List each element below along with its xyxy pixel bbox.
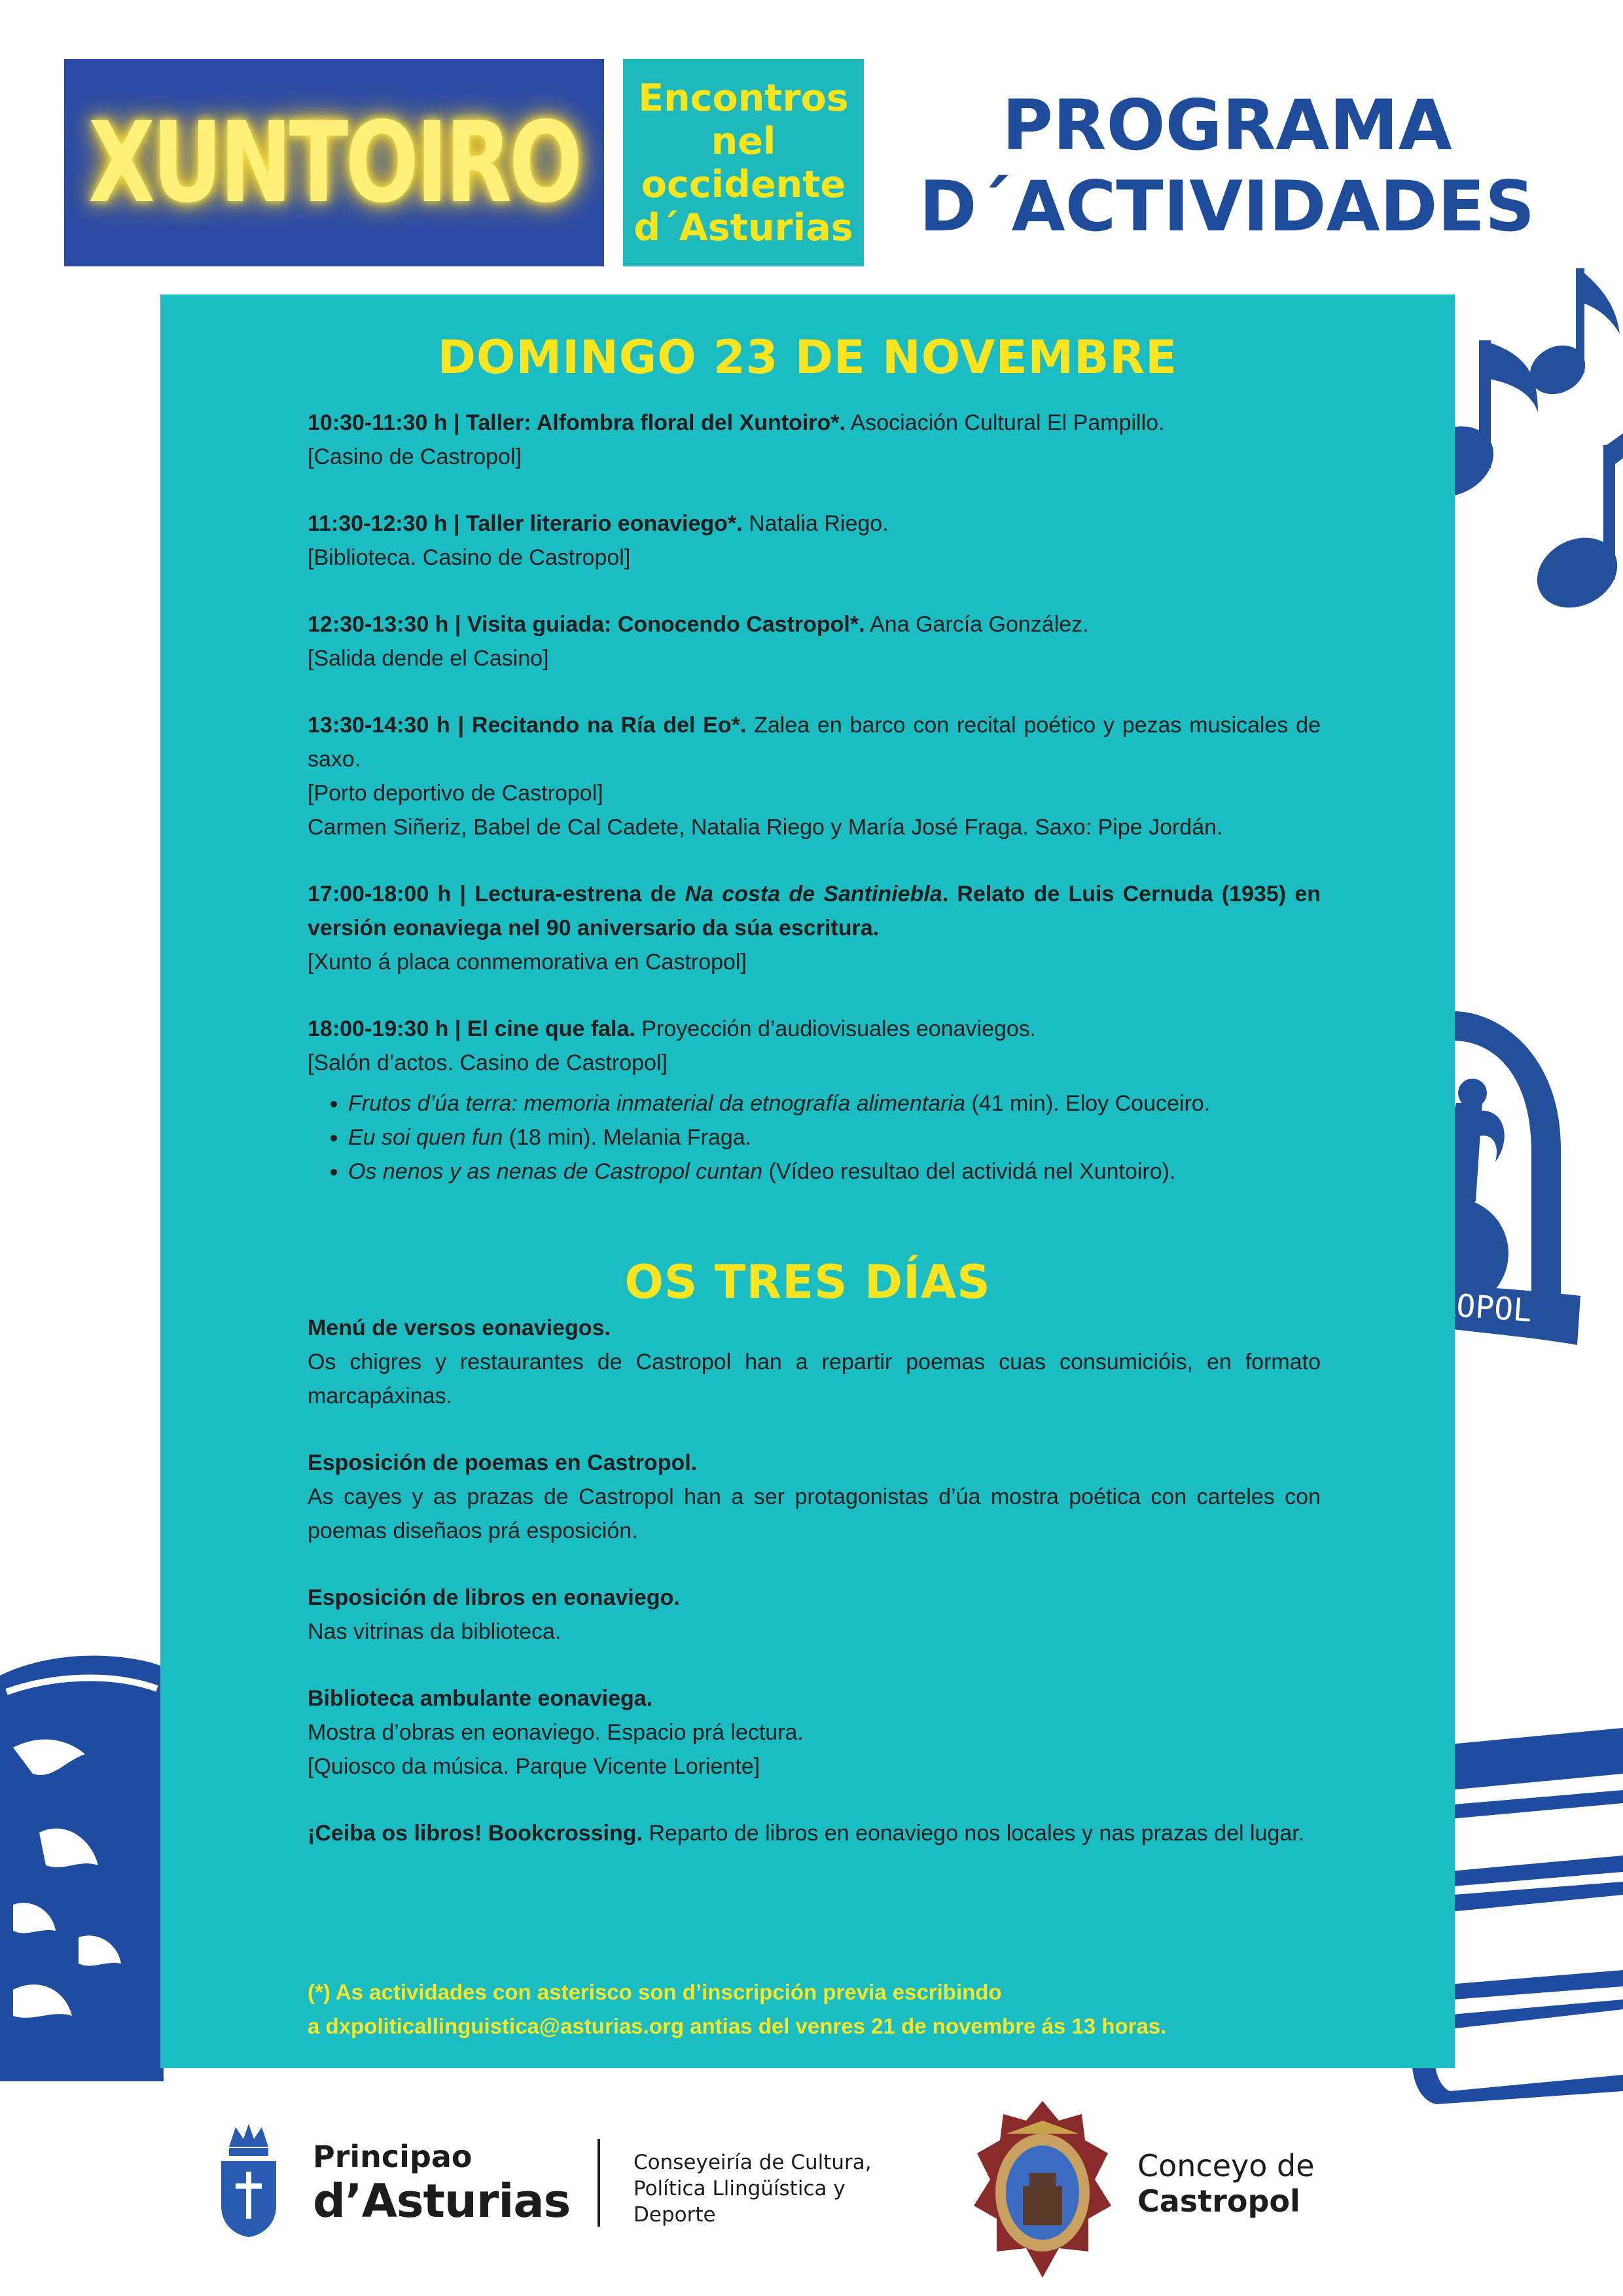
tres-dias-items [308,1311,1321,1883]
list-item [348,1121,1321,1155]
item-text: Reparto de libros en eonaviego nos locales y nas prazas del lugar. [649,1821,1305,1846]
tagline-line: nel [711,119,776,163]
event-time: 10:30-11:30 h | [308,410,460,435]
conceyo-name: Conceyo de [1137,2148,1315,2183]
tagline-box [623,59,864,266]
principado-name: d’Asturias [313,2174,571,2228]
footnote [308,1975,1420,2043]
department-line: Política Llingüística y [633,2177,846,2200]
event-place: [Salida dende el Casino] [308,646,549,671]
event-place: [Salón d’actos. Casino de Castropol] [308,1050,668,1075]
event-detail: Ana García González. [870,612,1089,637]
item-name: Menú de versos eonaviegos. [308,1316,611,1340]
film-title: Os nenos y as nenas de Castropol cuntan [348,1159,763,1184]
event-place: [Xunto á placa conmemorativa en Castropol] [308,950,747,975]
event-place: [Casino de Castropol] [308,444,522,469]
footnote-line: a dxpoliticallinguistica@asturias.org antias del venres 21 de novembre ás 13 horas. [308,2014,1167,2038]
event-detail: Natalia Riego. [749,511,889,536]
department-name [633,2149,872,2228]
tagline-line: occidente [641,162,846,206]
event-place: [Biblioteca. Casino de Castropol] [308,545,631,570]
event-item [308,877,1321,979]
event-item [308,507,1321,575]
page-title [883,85,1571,247]
event-name: Taller: Alfombra floral del Xuntoiro*. [466,410,846,435]
list-item [348,1086,1321,1121]
list-item [308,1681,1321,1784]
domingo-events [308,406,1321,1221]
department-line: Deporte [633,2203,716,2227]
tagline-line: d´Asturias [633,206,853,249]
film-title: Frutos d’úa terra: memoria inmaterial da etnografía alimentaria [348,1091,965,1116]
event-item [308,708,1321,844]
event-time: 12:30-13:30 h | [308,612,461,637]
list-item [308,1816,1321,1850]
list-item [308,1446,1321,1548]
event-item [308,1012,1321,1189]
event-item [308,406,1321,474]
domingo-title: DOMINGO 23 DE NOVEMBRE [437,331,1178,384]
xuntoiro-logo-text: XUNTOIRO [88,98,580,228]
page-title-line: D´ACTIVIDADES [919,166,1535,247]
item-place: [Quiosco da música. Parque Vicente Loriente] [308,1754,760,1779]
event-detail: Proyección d’audiovisuales eonaviegos. [641,1016,1037,1041]
event-name-pre: Lectura-estrena de [474,882,677,906]
footnote-line: (*) As actividades con asterisco son d’inscripción previa escribindo [308,1980,1002,2004]
item-text: Os chigres y restaurantes de Castropol han a repartir poemas cuas consumicióis, en formato marcapáxinas. [308,1350,1321,1408]
event-time: 18:00-19:30 h | [308,1016,461,1041]
event-name: Taller literario eonaviego*. [466,511,743,536]
event-name-post: . Relato de Luis Cernuda (1935) en versión eonaviega nel 90 aniversario da súa escritura. [308,882,1321,941]
xuntoiro-logo [64,59,604,266]
film-title: Eu soi quen fun [348,1125,503,1150]
principado-name: Principao [313,2139,473,2174]
film-list [308,1086,1321,1189]
tagline-line: Encontros [638,76,849,120]
item-name: Biblioteca ambulante eonaviega. [308,1686,653,1711]
film-info: (18 min). Melania Fraga. [508,1125,752,1150]
tres-dias-title: OS TRES DÍAS [624,1255,991,1309]
conceyo-name: Castropol [1137,2183,1300,2219]
item-text: Nas vitrinas da biblioteca. [308,1619,562,1644]
event-name: Visita guiada: Conocendo Castropol*. [467,612,865,637]
principado-crest-icon [216,2121,281,2238]
footer-divider [597,2139,600,2227]
page-title-line: PROGRAMA [1002,85,1452,166]
event-detail: Zalea en barco con recital poético y pezas musicales de saxo. [308,713,1321,772]
event-time: 11:30-12:30 h | [308,511,460,536]
event-name: Recitando na Ría del Eo*. [471,713,747,738]
item-text: Mostra d’obras en eonaviego. Espacio prá lectura. [308,1720,804,1745]
list-item [308,1581,1321,1649]
item-name: ¡Ceiba os libros! Bookcrossing. [308,1821,643,1846]
film-info: (41 min). Eloy Couceiro. [971,1091,1211,1116]
department-line: Conseyeiría de Cultura, [633,2151,872,2174]
item-name: Esposición de poemas en Castropol. [308,1450,698,1475]
event-item [308,607,1321,675]
event-place: [Porto deportivo de Castropol] [308,781,603,806]
event-time: 13:30-14:30 h | [308,713,465,738]
list-item [308,1311,1321,1413]
film-info: (Vídeo resultao del actividá nel Xuntoiro). [768,1159,1176,1184]
event-people: Carmen Siñeriz, Babel de Cal Cadete, Natalia Riego y María José Fraga. Saxo: Pipe Jordán. [308,815,1223,840]
castropol-crest-icon [967,2094,1118,2284]
item-text: As cayes y as prazas de Castropol han a ser protagonistas d’úa mostra poética con carteles con poemas diseñaos prá esposición. [308,1484,1321,1543]
event-name: El cine que fala. [467,1016,635,1041]
list-item [348,1155,1321,1189]
event-time: 17:00-18:00 h | [308,882,467,906]
event-detail: Asociación Cultural El Pampillo. [850,410,1165,435]
item-name: Esposición de libros en eonaviego. [308,1585,680,1610]
event-name-italic: Na costa de Santiniebla [685,882,942,906]
